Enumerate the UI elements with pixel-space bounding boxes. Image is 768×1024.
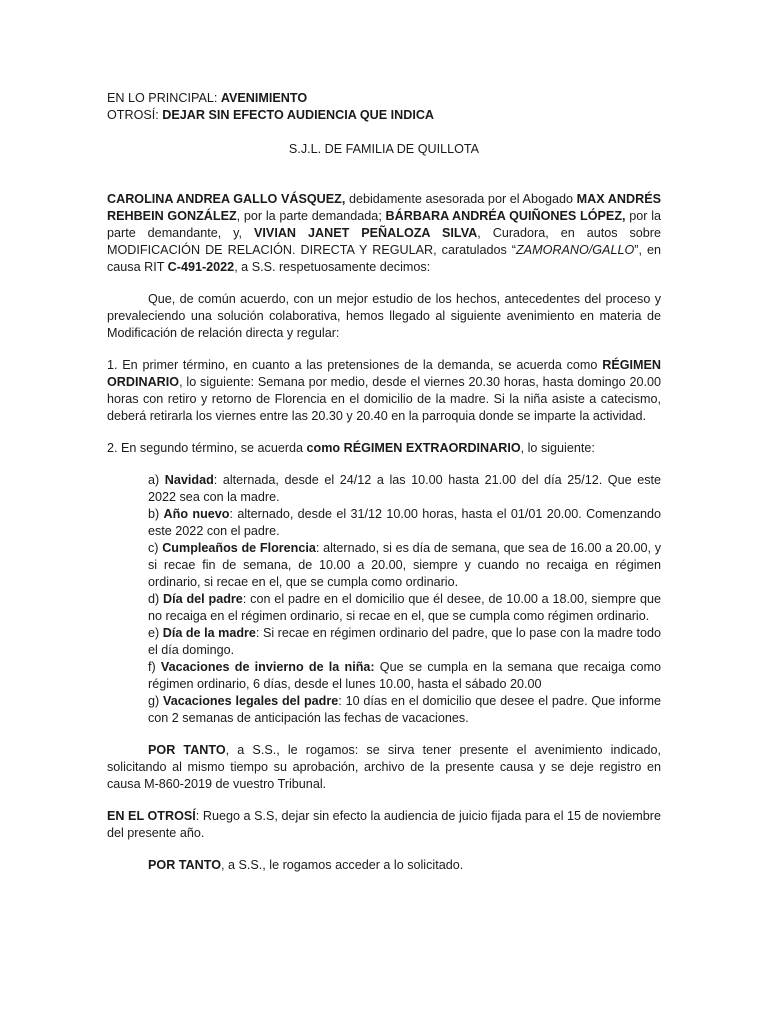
list-item: e) Día de la madre: Si recae en régimen ordinario del padre, que lo pase con la madre todo el día domingo.	[148, 626, 661, 657]
list-item: a) Navidad: alternada, desde el 24/12 a las 10.00 hasta 21.00 del día 25/12. Que este 2022 sea con la madre.	[148, 473, 661, 504]
otrosi-paragraph: EN EL OTROSÍ: Ruego a S.S, dejar sin efecto la audiencia de juicio fijada para el 15 de noviembre del presente año.	[107, 809, 661, 840]
list-item: d) Día del padre: con el padre en el domicilio que él desee, de 10.00 a 18.00, siempre que no recaiga en el régimen ordinario, si recae en el, que se cumpla como régimen ordinario.	[148, 592, 662, 623]
regimen-extraordinario-paragraph: 2. En segundo término, se acuerda como RÉGIMEN EXTRAORDINARIO, lo siguiente:	[107, 441, 595, 455]
list-item: b) Año nuevo: alternado, desde el 31/12 10.00 horas, hasta el 01/01 20.00. Comenzando este 2022 con el padre.	[148, 507, 661, 538]
list-item: c) Cumpleaños de Florencia: alternado, si es día de semana, que sea de 16.00 a 20.00, y si recae fin de semana, de 10.00 a 20.00, siempre y cuando no recaiga en régimen ordinario, si recae en el, que se cumpla como ordinario.	[148, 541, 661, 589]
list-item: g) Vacaciones legales del padre: 10 días en el domicilio que desee el padre. Que informe con 2 semanas de anticipación las fechas de vacaciones.	[148, 694, 661, 725]
por-tanto-final-paragraph: POR TANTO, a S.S., le rogamos acceder a lo solicitado.	[148, 858, 464, 872]
regimen-items-list	[148, 472, 661, 727]
sumilla	[107, 90, 667, 124]
intro-paragraph: CAROLINA ANDREA GALLO VÁSQUEZ, debidamente asesorada por el Abogado MAX ANDRÉS REHBEIN GONZÁLEZ, por la parte demandada; BÁRBARA ANDRÉA QUIÑONES LÓPEZ, por la parte demandante, y, VIVIAN JANET PEÑALOZA SILVA, Curadora, en autos sobre MODIFICACIÓN DE RELACIÓN. DIRECTA Y REGULAR, caratulados “ZAMORANO/GALLO”, en causa RIT C-491-2022, a S.S. respetuosamente decimos:	[107, 192, 661, 274]
document-body	[107, 191, 661, 874]
acuerdo-paragraph: Que, de común acuerdo, con un mejor estudio de los hechos, antecedentes del proceso y prevaleciendo una solución colaborativa, hemos llegado al siguiente avenimiento en materia de Modificación de relación directa y regular:	[107, 292, 661, 340]
por-tanto-paragraph: POR TANTO, a S.S., le rogamos: se sirva tener presente el avenimiento indicado, solicitando al mismo tiempo su aprobación, archivo de la presente causa y se deje registro en causa M-860-2019 de vuestro Tribunal.	[107, 743, 661, 791]
list-item: f) Vacaciones de invierno de la niña: Que se cumpla en la semana que recaiga como régimen ordinario, 6 días, desde el lunes 10.00, hasta el sábado 20.00	[148, 660, 661, 691]
tribunal-heading: S.J.L. DE FAMILIA DE QUILLOTA	[288, 142, 480, 156]
regimen-ordinario-paragraph: 1. En primer término, en cuanto a las pretensiones de la demanda, se acuerda como RÉGIMEN ORDINARIO, lo siguiente: Semana por medio, desde el viernes 20.30 horas, hasta domingo 20.00 horas con retiro y retorno de Florencia en el domicilio de la madre. Si la niña asiste a catecismo, deberá retirarla los viernes entre las 20.30 y 20.40 en la parroquia donde se imparte la actividad.	[107, 358, 661, 423]
sumilla-principal: EN LO PRINCIPAL: AVENIMIENTO	[107, 91, 308, 105]
sumilla-otrosi: OTROSÍ: DEJAR SIN EFECTO AUDIENCIA QUE INDICA	[107, 108, 435, 122]
